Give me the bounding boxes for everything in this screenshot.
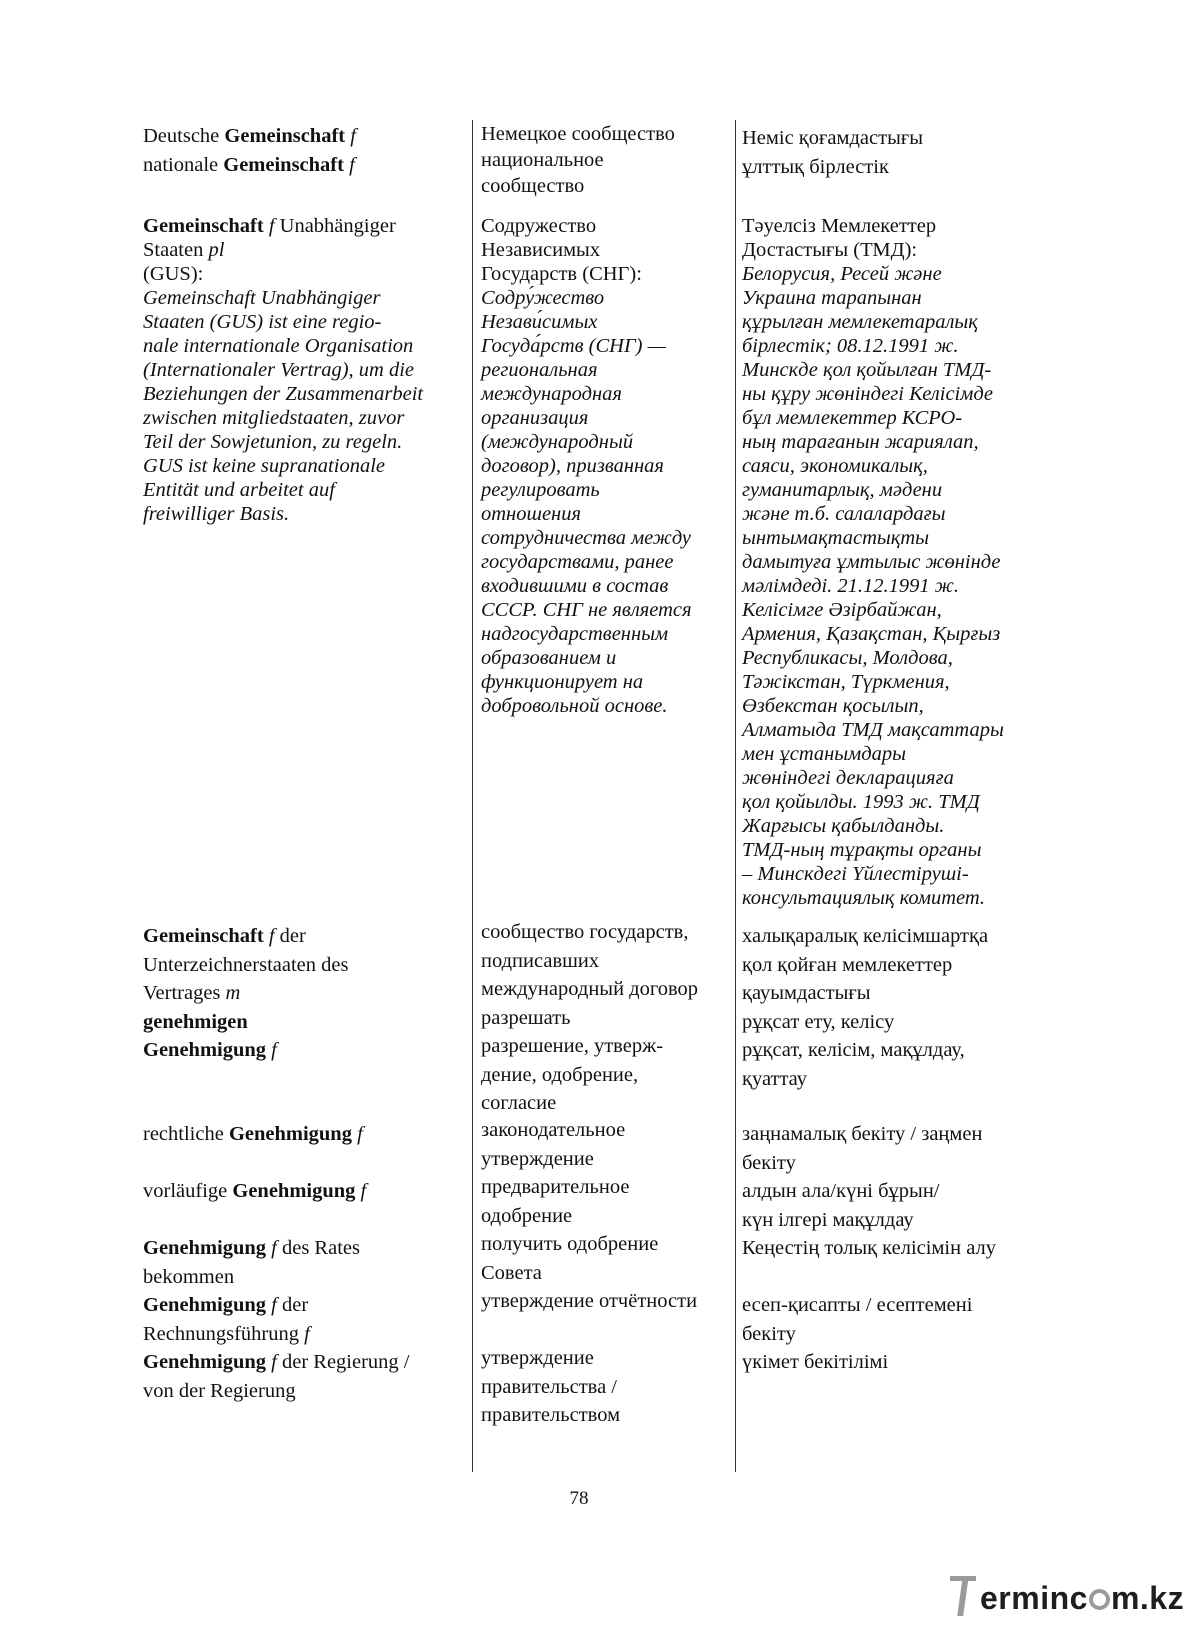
entry-4-russian <box>481 1116 731 1173</box>
german-term-line <box>143 262 465 286</box>
text-run: Unabhängiger <box>279 215 396 237</box>
column-divider-2 <box>735 120 736 1472</box>
translation-line: Совета <box>481 1261 542 1284</box>
translation-line: есеп-қисапты / есептемені <box>742 1294 973 1316</box>
entry-1-kazakh <box>742 124 1042 181</box>
entry-6-russian <box>481 1230 731 1287</box>
translation-line: Немецкое сообщество <box>481 123 675 145</box>
translation-line: международная <box>481 383 622 405</box>
entry-2-russian-definition <box>481 286 731 718</box>
text-run: Genehmigung <box>143 1039 267 1061</box>
translation-line: Белорусия, Ресей және <box>742 263 942 285</box>
translation-line: заңнамалық бекіту / заңмен <box>742 1123 983 1145</box>
translation-line: рұқсат, келісім, мақұлдау, <box>742 1039 965 1061</box>
page-number: 78 <box>569 1488 589 1509</box>
german-term-line <box>143 151 465 180</box>
entry-5-kazakh <box>742 1177 1042 1234</box>
translation-line: добровольной основе. <box>481 695 668 717</box>
text-run: f <box>266 1351 282 1373</box>
translation-line: қуаттау <box>742 1067 807 1090</box>
entry-7-russian <box>481 1287 731 1316</box>
translation-line: согласие <box>481 1092 557 1114</box>
translation-line: СССР. СНГ не является <box>481 599 692 621</box>
translation-line: Алматыда ТМД мақсаттары <box>742 719 1004 741</box>
translation-line: ның тарағанын жариялап, <box>742 431 979 453</box>
german-term-line <box>143 122 465 151</box>
text-run: Genehmigung <box>228 1123 352 1145</box>
translation-line: ұлттық бірлестік <box>742 155 889 178</box>
translation-line: региональная <box>481 359 598 381</box>
translation-line: Республикасы, Молдова, <box>742 647 953 669</box>
text-run: f <box>304 1322 310 1345</box>
german-term-line <box>143 1120 465 1149</box>
german-term-line <box>143 1320 465 1349</box>
german-term-line <box>143 406 465 430</box>
translation-line: Жарғысы қабылданды. <box>742 815 945 837</box>
german-term-line <box>143 358 465 382</box>
text-run: Staaten <box>143 239 209 261</box>
translation-line: законодательное <box>481 1119 626 1141</box>
entry-4-kazakh <box>742 1120 1042 1177</box>
text-run: vorläufige <box>143 1180 233 1202</box>
text-run: f <box>345 125 356 147</box>
entry-1-german <box>143 122 465 179</box>
text-run: Vertrages <box>143 982 226 1004</box>
translation-line: мен ұстанымдары <box>742 743 907 765</box>
text-run: freiwilliger Basis. <box>143 503 290 525</box>
german-term-line <box>143 1008 465 1037</box>
translation-line: надгосударственным <box>481 623 669 645</box>
german-term-line <box>143 1291 465 1320</box>
german-term-line <box>143 214 465 238</box>
german-term-line <box>143 1234 465 1263</box>
translation-line: ынтымақтастықты <box>742 527 930 549</box>
entry-6-german <box>143 1234 465 1291</box>
entry-8-russian <box>481 1344 731 1430</box>
translation-line: правительства / <box>481 1375 617 1398</box>
translation-line: входившими в состав <box>481 575 669 597</box>
entry-3-russian <box>481 918 731 1118</box>
text-run: nationale <box>143 153 224 176</box>
text-run: Gemeinschaft <box>143 215 264 237</box>
entry-8-kazakh <box>742 1348 1042 1377</box>
translation-line: ТМД-ның тұрақты органы <box>742 839 982 861</box>
translation-line: одобрение <box>481 1204 573 1227</box>
text-run: Gemeinschaft Unabhängiger <box>143 287 381 309</box>
german-term-line <box>143 238 465 262</box>
entry-2-kazakh <box>742 214 1042 910</box>
translation-line: Украина тарапынан <box>742 287 922 309</box>
translation-line: сообщество <box>481 175 585 197</box>
translation-line: утверждение отчётности <box>481 1290 698 1312</box>
german-term-line <box>143 478 465 502</box>
text-run: der <box>281 1294 309 1316</box>
translation-line: регулировать <box>481 479 600 501</box>
text-run: pl <box>208 239 225 261</box>
translation-line: бұл мемлекеттер КСРО- <box>742 407 963 429</box>
translation-line: правительством <box>481 1404 621 1426</box>
translation-line: жөніндегі декларацияға <box>742 767 954 789</box>
translation-line: Неміс қоғамдастығы <box>742 127 924 149</box>
text-run: GUS ist keine supranationale <box>143 455 385 477</box>
text-run: (GUS): <box>143 263 204 285</box>
entry-3-kazakh <box>742 922 1042 1093</box>
text-run: f <box>263 215 280 237</box>
text-run: nale internationale Organisation <box>143 335 414 357</box>
text-run: Beziehungen der Zusammenarbeit <box>143 383 424 405</box>
entry-6-kazakh <box>742 1234 1042 1263</box>
text-run: f <box>266 1039 277 1061</box>
translation-line: договор), призванная <box>481 455 664 477</box>
translation-line: получить одобрение <box>481 1233 659 1255</box>
translation-line: Минскде қол қойылған ТМД- <box>742 359 992 381</box>
translation-line: разрешение, утверж- <box>481 1035 664 1057</box>
translation-line: Достастығы (ТМД): <box>742 239 918 261</box>
translation-line: – Минскдегі Үйлестіруші- <box>742 863 969 885</box>
text-run: Gemeinschaft <box>143 925 264 947</box>
text-run: f <box>343 153 355 176</box>
translation-line: алдын ала/күні бұрын/ <box>742 1180 940 1202</box>
german-term-line <box>143 1036 465 1065</box>
german-term-line <box>143 922 465 951</box>
entry-7-german <box>143 1291 465 1348</box>
text-run: der <box>279 925 306 947</box>
translation-line: Өзбекстан қосылып, <box>742 695 924 717</box>
translation-line: гуманитарлық, мәдени <box>742 479 943 501</box>
translation-line: Тәуелсіз Мемлекеттер <box>742 215 937 237</box>
translation-line: утверждение <box>481 1347 594 1369</box>
text-run: rechtliche <box>143 1123 229 1145</box>
translation-line: қауымдастығы <box>742 982 871 1004</box>
translation-line: предварительное <box>481 1176 630 1198</box>
text-run: Deutsche <box>143 125 225 147</box>
text-run: Genehmigung <box>143 1351 267 1373</box>
translation-line: үкімет бекітілімі <box>742 1351 889 1373</box>
text-run: der Regierung / <box>281 1351 410 1373</box>
translation-line: бірлестік; 08.12.1991 ж. <box>742 335 959 357</box>
translation-line: консультациялық комитет. <box>742 887 986 909</box>
translation-line: (международный <box>481 431 634 453</box>
translation-line: бекіту <box>742 1151 796 1174</box>
text-run: Rechnungsführung <box>143 1322 305 1345</box>
entry-5-german <box>143 1177 465 1206</box>
translation-line: отношения <box>481 503 581 525</box>
translation-line: организация <box>481 407 589 429</box>
translation-line: қол қойылды. 1993 ж. ТМД <box>742 791 980 813</box>
german-term-line <box>143 430 465 454</box>
terminology-site-logo <box>946 1576 1184 1620</box>
entry-2-russian-term <box>481 214 731 286</box>
german-term-line <box>143 502 465 526</box>
entry-7-kazakh <box>742 1291 1042 1348</box>
german-term-line <box>143 334 465 358</box>
entry-1-russian <box>481 121 731 199</box>
translation-line: функционирует на <box>481 671 644 693</box>
text-run: m <box>225 982 241 1004</box>
translation-line: халықаралық келісімшартқа <box>742 925 989 947</box>
translation-line: құрылған мемлекетаралық <box>742 311 978 333</box>
entry-4-german <box>143 1120 465 1149</box>
translation-line: сообщество государств, <box>481 921 689 943</box>
logo-text-post: m.kz <box>1110 1580 1184 1616</box>
german-term-line <box>143 979 465 1008</box>
translation-line: разрешать <box>481 1006 571 1029</box>
translation-line: ны құру жөніндегі Келісімде <box>742 383 994 405</box>
translation-line: Независимых <box>481 239 601 261</box>
translation-line: саяси, экономикалық, <box>742 455 928 477</box>
translation-line: және т.б. салалардағы <box>742 503 946 525</box>
german-term-line <box>143 310 465 334</box>
text-run: Genehmigung <box>143 1237 267 1259</box>
text-run: zwischen mitgliedstaaten, zuvor <box>143 407 405 429</box>
translation-line: күн ілгері мақұлдау <box>742 1208 914 1231</box>
text-run: f <box>266 1294 282 1316</box>
column-divider-1 <box>472 120 473 1472</box>
entry-2-kazakh-definition <box>742 262 1042 910</box>
translation-line: Содружество <box>481 215 597 237</box>
translation-line: сотрудничества между <box>481 527 692 549</box>
translation-line: Келісімге Әзірбайжан, <box>742 599 942 621</box>
german-term-line <box>143 286 465 310</box>
german-term-line <box>143 1177 465 1206</box>
translation-line: Содру́жество <box>481 287 605 309</box>
translation-line: международный договор <box>481 978 699 1000</box>
text-run: Genehmigung <box>232 1180 356 1202</box>
german-term-line <box>143 1377 465 1406</box>
translation-line: дение, одобрение, <box>481 1063 639 1086</box>
text-run: f <box>266 1237 282 1259</box>
translation-line: Кеңестің толық келісімін алу <box>742 1237 996 1259</box>
text-run: f <box>351 1123 363 1145</box>
text-run: genehmigen <box>143 1010 248 1033</box>
translation-line: қол қойған мемлекеттер <box>742 953 953 976</box>
german-term-line <box>143 454 465 478</box>
translation-line: Госуда́рств (СНГ) — <box>481 335 666 357</box>
text-run: Unterzeichnerstaaten des <box>143 953 349 976</box>
translation-line: мәлімдеді. 21.12.1991 ж. <box>742 575 959 597</box>
logo-text-mid: erminc <box>980 1580 1088 1616</box>
text-run: Gemeinschaft <box>223 153 344 176</box>
text-run: Entität und arbeitet auf <box>143 479 335 501</box>
translation-line: бекіту <box>742 1322 796 1345</box>
logo-ring-icon <box>1089 1589 1110 1610</box>
translation-line: утверждение <box>481 1147 594 1170</box>
text-run: f <box>263 925 280 947</box>
entry-2-kazakh-term <box>742 214 1042 262</box>
translation-line: подписавших <box>481 949 600 972</box>
german-term-line <box>143 1263 465 1292</box>
translation-line: Тәжікстан, Түркмения, <box>742 671 950 693</box>
translation-line: рұқсат ету, келісу <box>742 1010 895 1033</box>
translation-line: дамытуға ұмтылыс жөнінде <box>742 551 1001 573</box>
entry-3-german <box>143 922 465 1065</box>
translation-line: Армения, Қазақстан, Қырғыз <box>742 623 1001 645</box>
text-run: Gemeinschaft <box>224 125 346 147</box>
translation-line: Незави́симых <box>481 311 598 333</box>
translation-line: государствами, ранее <box>481 551 674 573</box>
translation-line: образованием и <box>481 647 617 669</box>
translation-line: национальное <box>481 149 604 171</box>
entry-5-russian <box>481 1173 731 1230</box>
entry-2-german <box>143 214 465 526</box>
text-run: Genehmigung <box>143 1294 267 1316</box>
text-run: von der Regierung <box>143 1379 296 1402</box>
text-run: f <box>355 1180 367 1202</box>
german-term-line <box>143 382 465 406</box>
text-run: Teil der Sowjetunion, zu regeln. <box>143 431 403 453</box>
text-run: bekommen <box>143 1265 235 1288</box>
text-run: Staaten (GUS) ist eine regio- <box>143 311 382 333</box>
entry-2-russian <box>481 214 731 718</box>
text-run: (Internationaler Vertrag), um die <box>143 359 415 381</box>
entry-8-german <box>143 1348 465 1405</box>
translation-line: Государств (СНГ): <box>481 263 642 285</box>
text-run: des Rates <box>281 1237 360 1259</box>
german-term-line <box>143 1348 465 1377</box>
german-term-line <box>143 951 465 980</box>
